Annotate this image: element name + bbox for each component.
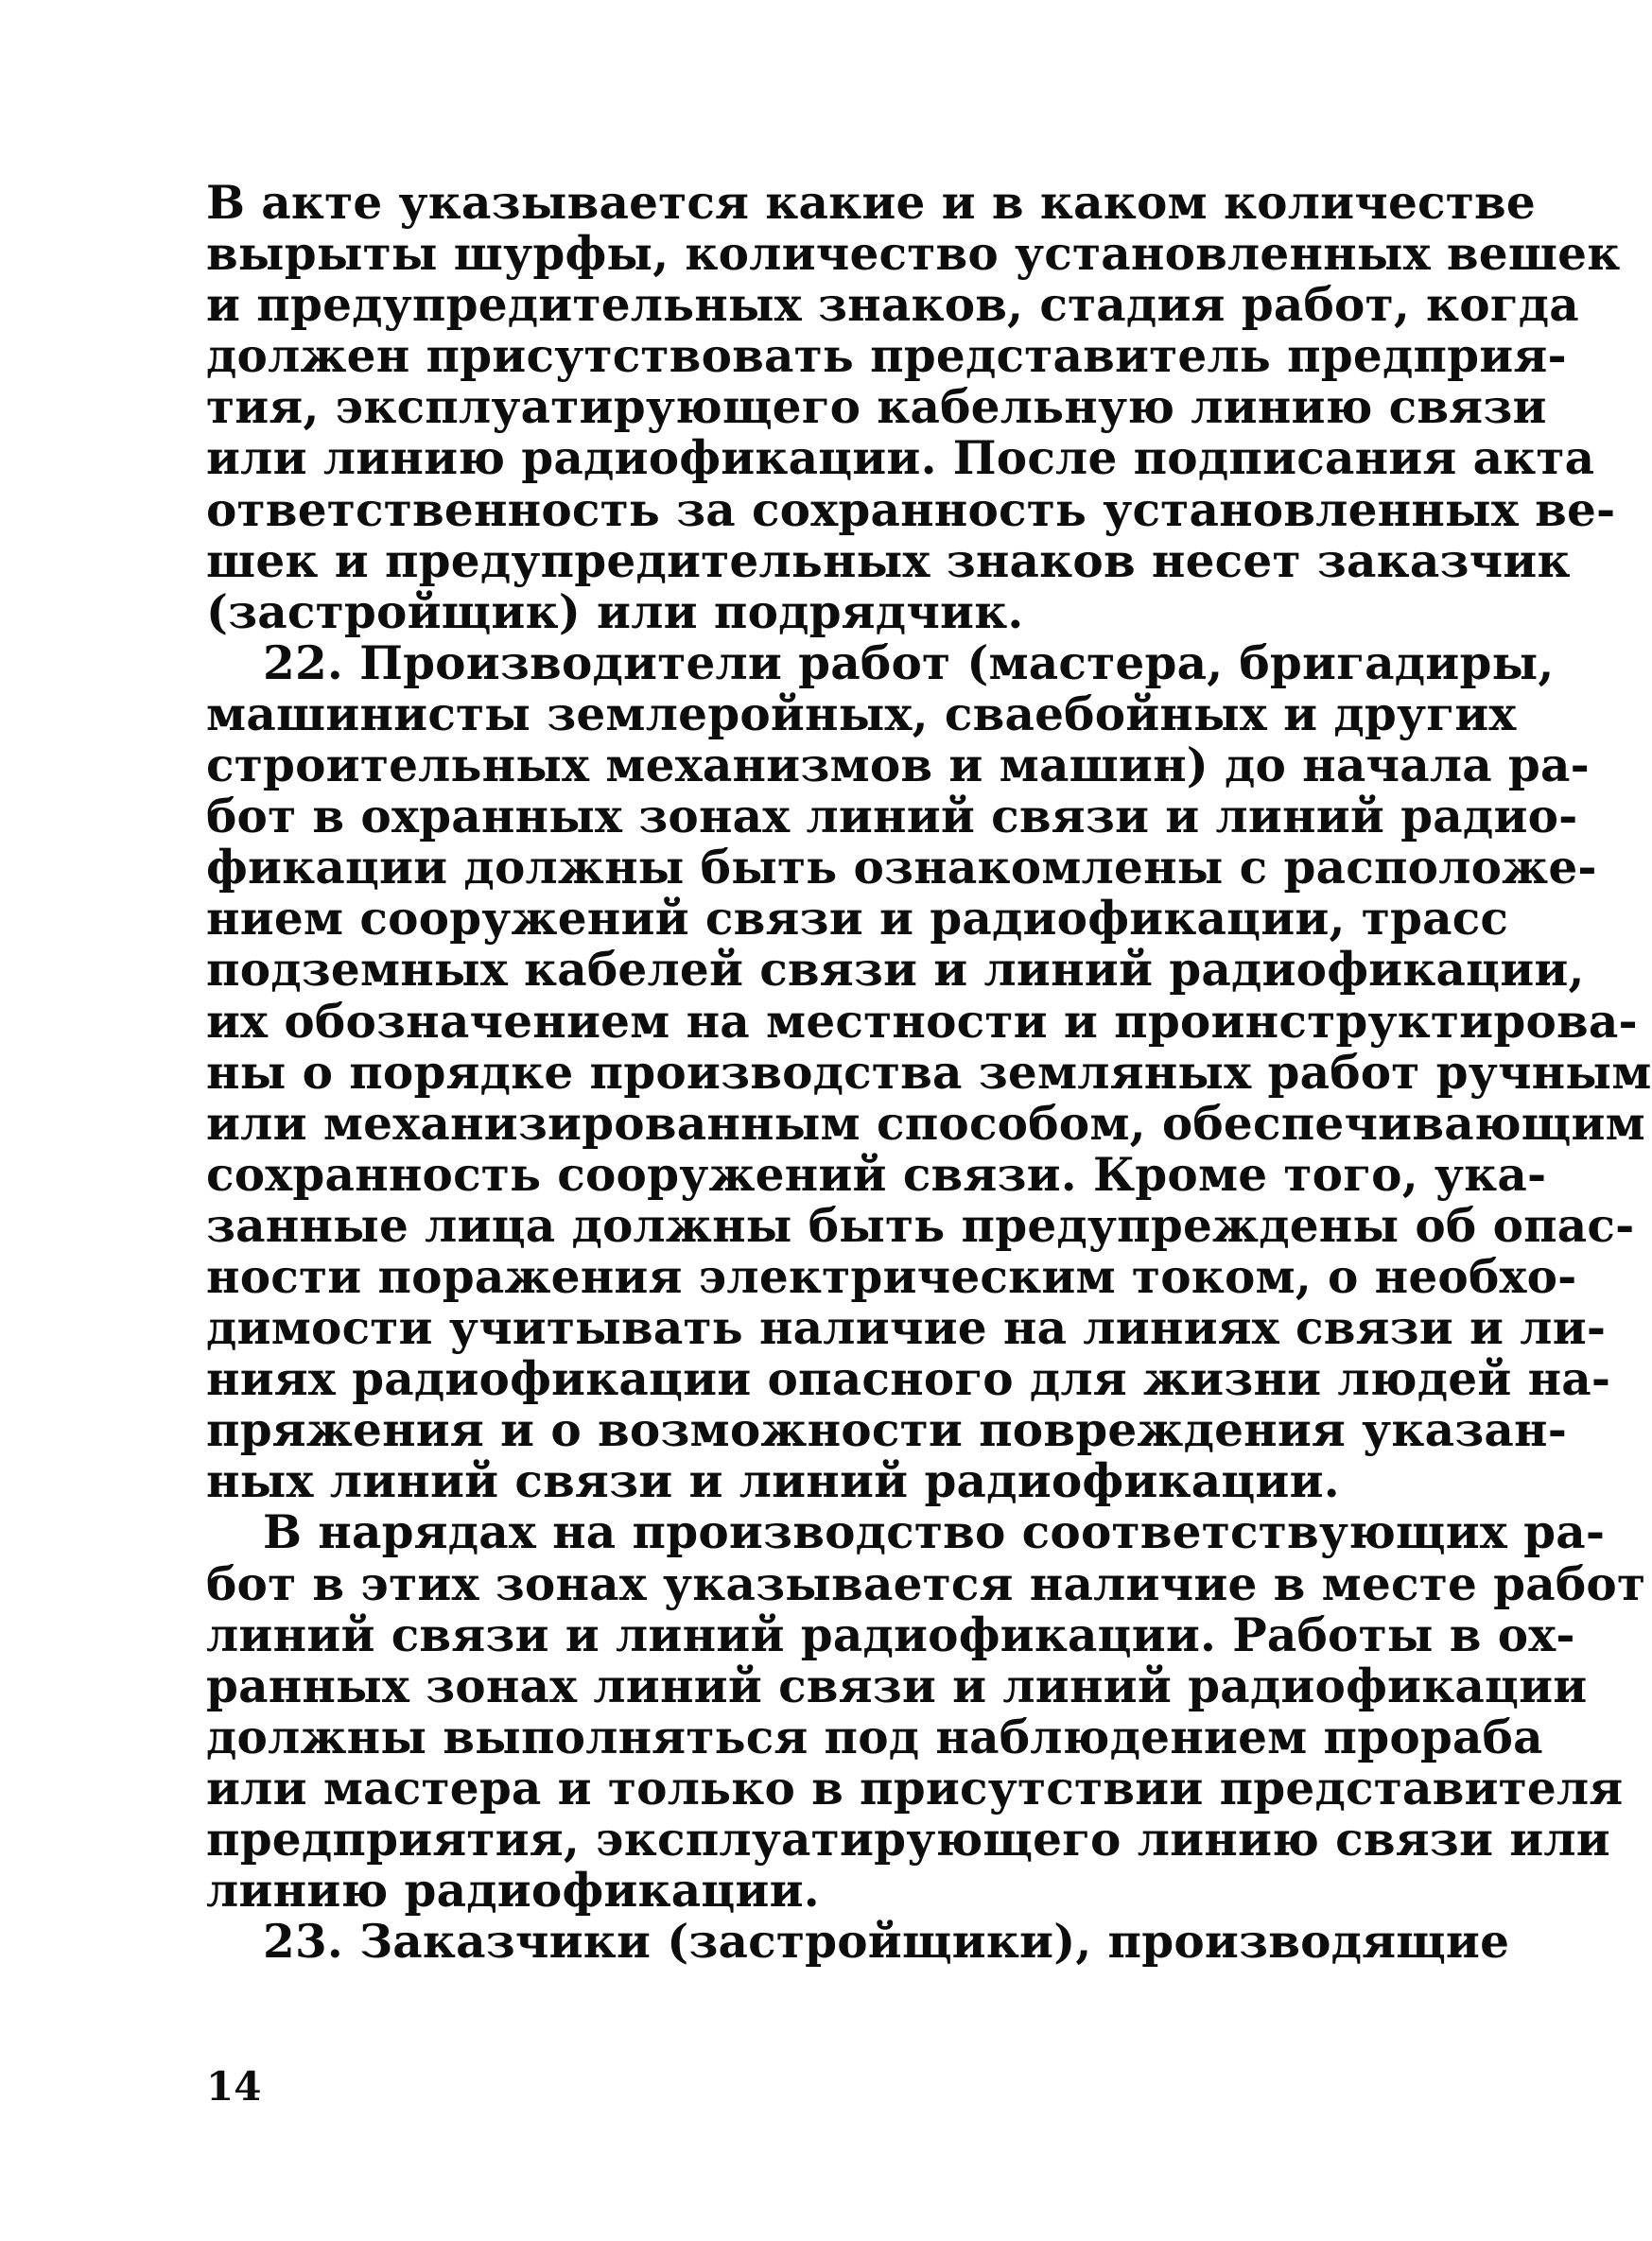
text-line: В нарядах на производство соответствующих ра- — [263, 1505, 1606, 1560]
text-line: ранных зонах линий связи и линий радиофикации — [206, 1659, 1588, 1713]
text-line: бот в охранных зонах линий связи и линий радио- — [206, 790, 1578, 844]
text-line: ности поражения электрическим током, о необхо- — [206, 1249, 1577, 1304]
text-line: ниях радиофикации опасного для жизни людей на- — [206, 1352, 1611, 1407]
text-line: и предупредительных знаков, стадия работ, когда — [206, 278, 1579, 333]
body-text — [206, 176, 1652, 1970]
paragraph-2 — [206, 635, 1652, 1509]
text-line: занные лица должны быть предупреждены об опас- — [206, 1198, 1635, 1253]
text-line: предприятия, эксплуатирующего линию связи или — [206, 1813, 1610, 1867]
text-line: (застройщик) или подрядчик. — [206, 584, 1024, 639]
text-line: В акте указывается какие и в каком количестве — [206, 176, 1536, 230]
text-line: тия, эксплуатирующего кабельную линию связи — [206, 380, 1547, 435]
text-line: фикации должны быть ознакомлены с расположе- — [206, 841, 1597, 895]
text-line: строительных механизмов и машин) до начала ра- — [206, 738, 1590, 793]
text-line: должны выполняться под наблюдением прораба — [206, 1710, 1543, 1764]
paragraph-1 — [206, 176, 1621, 639]
text-line: нием сооружений связи и радиофикации, трасс — [206, 892, 1509, 947]
text-line: подземных кабелей связи и линий радиофикации, — [206, 943, 1585, 998]
text-line: димости учитывать наличие на линиях связи и ли- — [206, 1301, 1607, 1356]
paragraph-4 — [206, 1915, 1510, 1970]
page-number: 14 — [206, 2063, 262, 2110]
text-line: ных линий связи и линий радиофикации. — [206, 1454, 1340, 1509]
text-line: 22. Производители работ (мастера, бригадиры, — [263, 635, 1555, 690]
text-line: должен присутствовать представитель предприя- — [206, 329, 1567, 384]
text-line: шек и предупредительных знаков несет заказчик — [206, 533, 1571, 588]
text-line: их обозначением на местности и проинструктирова- — [206, 994, 1638, 1049]
text-line: вырыты шурфы, количество установленных вешек — [206, 227, 1621, 282]
text-line: или мастера и только в присутствии представителя — [206, 1761, 1624, 1815]
text-line: или механизированным способом, обеспечивающим — [206, 1096, 1645, 1151]
paragraph-3 — [206, 1505, 1646, 1919]
text-line: бот в этих зонах указывается наличие в месте работ — [206, 1556, 1646, 1611]
text-line: или линию радиофикации. После подписания акта — [206, 431, 1595, 486]
text-line: машинисты землеройных, сваебойных и других — [206, 686, 1517, 741]
text-line: ответственность за сохранность установленных ве- — [206, 482, 1616, 537]
text-line: линию радиофикации. — [206, 1864, 820, 1919]
text-line: пряжения и о возможности повреждения указан- — [206, 1403, 1568, 1458]
text-line: ны о порядке производства земляных работ ручным — [206, 1045, 1652, 1100]
text-line: сохранность сооружений связи. Кроме того, ука- — [206, 1147, 1547, 1202]
text-line: линий связи и линий радиофикации. Работы в ох- — [206, 1607, 1575, 1662]
text-line: 23. Заказчики (застройщики), производящие — [263, 1915, 1510, 1970]
